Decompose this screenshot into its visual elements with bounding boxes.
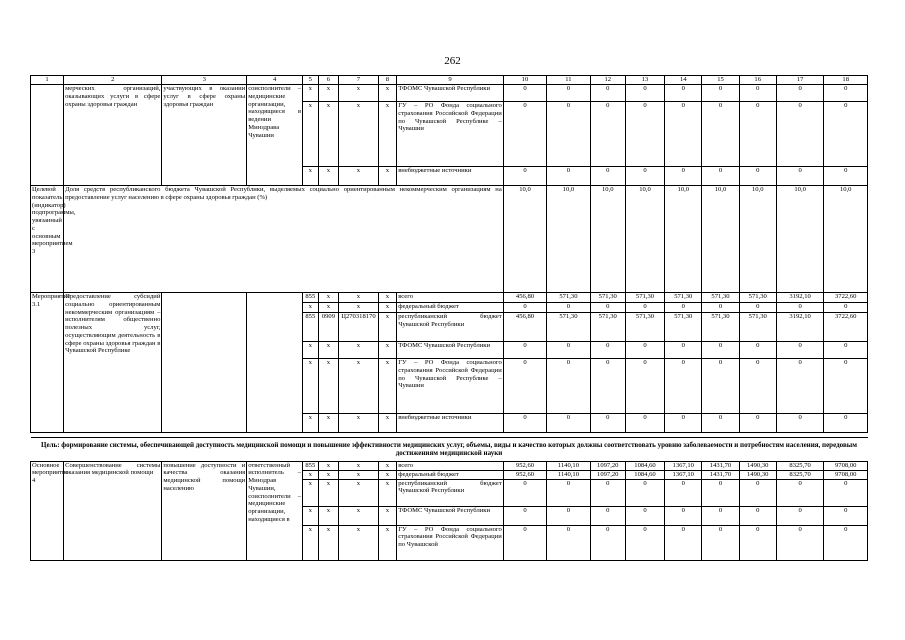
indicator-value: 10,0 [503,186,546,293]
column-number: 7 [339,76,378,85]
year-value: 0 [625,102,664,167]
year-value: 0 [665,342,702,359]
year-value: 0 [824,479,868,506]
year-value: 0 [739,479,776,506]
year-value: 0 [665,479,702,506]
column-number: 9 [397,76,504,85]
year-value: 0 [503,342,546,359]
year-value: 1097,20 [590,461,625,470]
year-value: 0 [590,342,625,359]
year-value: 0 [665,359,702,414]
measure-label: Мероприятие 3.1 [31,293,64,433]
code-section: 0909 [318,313,339,342]
year-value: 0 [590,303,625,313]
funding-source: федеральный бюджет [397,470,504,479]
goal-row [31,438,868,462]
year-value: 0 [739,85,776,102]
year-value: 0 [739,414,776,433]
year-value: 456,80 [503,293,546,303]
year-value: 0 [702,303,739,313]
year-value: 571,30 [547,313,590,342]
indicator-value: 10,0 [776,186,824,293]
indicator-value: 10,0 [739,186,776,293]
code-grbs: 855 [303,461,319,470]
code-grbs: x [303,414,319,433]
year-value: 0 [547,525,590,560]
column-number: 11 [547,76,590,85]
code-expense: x [378,102,397,167]
year-value: 952,60 [503,470,546,479]
code-expense: x [378,506,397,525]
measure-name: Предоставление субсидий социально ориентированным некоммерческим организациям – исполнителям общественно полезных услуг, осуществляющим деятельность в сфере охраны здоровья граждан в Чувашской Республике [64,293,162,433]
year-value: 0 [824,506,868,525]
funding-source: республиканский бюджет Чувашской Республики [397,313,504,342]
year-value: 0 [590,479,625,506]
year-value: 1084,60 [625,470,664,479]
year-value: 0 [590,85,625,102]
funding-source: ГУ – РО Фонда социального страхования Российской Федерации по Чувашской Республике – Чувашии [397,359,504,414]
year-value: 1097,20 [590,470,625,479]
year-value: 3722,60 [824,313,868,342]
column-number: 13 [625,76,664,85]
code-section: x [318,461,339,470]
executor: ответственный исполнитель – Минздрав Чувашии, соисполнители – медицинские организации, находящиеся в [247,461,303,560]
table-row [31,461,868,470]
year-value: 0 [625,359,664,414]
year-value: 0 [625,167,664,186]
year-value: 0 [776,303,824,313]
code-section: x [318,303,339,313]
year-value: 0 [824,303,868,313]
table-row [31,293,868,303]
page-number: 262 [444,55,461,67]
code-expense: x [378,525,397,560]
code-expense: x [378,167,397,186]
year-value: 0 [503,525,546,560]
year-value: 9708,00 [824,461,868,470]
year-value: 0 [503,102,546,167]
measure-name: мерческих организаций, оказывающих услуги в сфере охраны здоровья граждан [64,85,162,186]
year-value: 0 [625,414,664,433]
code-section: x [318,525,339,560]
year-value: 0 [547,359,590,414]
year-value: 571,30 [665,313,702,342]
indicator-row [31,186,868,293]
year-value: 1367,10 [665,461,702,470]
year-value: 0 [665,167,702,186]
code-grbs: x [303,359,319,414]
year-value: 0 [739,525,776,560]
column-number: 8 [378,76,397,85]
year-value: 0 [503,85,546,102]
code-target: x [339,506,378,525]
indicator-label: Целевой показатель (индикатор) подпрограммы, увязанный с основным мероприятием 3 [31,186,64,293]
main-measure-label: Основное мероприятие 4 [31,461,64,560]
year-value: 571,30 [625,313,664,342]
table-row [31,85,868,102]
year-value: 8325,70 [776,461,824,470]
year-value: 1084,60 [625,461,664,470]
year-value: 571,30 [590,313,625,342]
year-value: 1431,70 [702,470,739,479]
column-number: 10 [503,76,546,85]
column-number: 4 [247,76,303,85]
year-value: 1431,70 [702,461,739,470]
funding-source: всего [397,461,504,470]
column-number: 5 [303,76,319,85]
code-grbs: x [303,167,319,186]
year-value: 571,30 [590,293,625,303]
column-number: 6 [318,76,339,85]
code-target: x [339,479,378,506]
code-grbs: x [303,470,319,479]
funding-source: внебюджетные источники [397,167,504,186]
expected-result: повышение доступности и качества оказания медицинской помощи населению [162,461,247,560]
year-value: 0 [665,506,702,525]
code-grbs: x [303,479,319,506]
year-value: 0 [547,479,590,506]
column-number: 16 [739,76,776,85]
funding-source: ГУ – РО Фонда социального страхования Российской Федерации по Чувашской [397,525,504,560]
code-target: x [339,461,378,470]
column-number: 12 [590,76,625,85]
column-number: 1 [31,76,64,85]
column-number: 14 [665,76,702,85]
year-value: 0 [590,525,625,560]
code-target: x [339,470,378,479]
funding-source: ГУ – РО Фонда социального страхования Российской Федерации по Чувашской Республике – Чувашии [397,102,504,167]
indicator-value: 10,0 [665,186,702,293]
code-expense: x [378,85,397,102]
year-value: 571,30 [665,293,702,303]
code-section: x [318,293,339,303]
year-value: 0 [824,359,868,414]
year-value: 0 [824,414,868,433]
year-value: 0 [547,167,590,186]
year-value: 1490,30 [739,470,776,479]
executor: соисполнители – медицинские организации, находящиеся в ведении Минздрава Чувашии [247,85,303,186]
funding-source: республиканский бюджет Чувашской Республики [397,479,504,506]
year-value: 0 [739,359,776,414]
year-value: 0 [665,102,702,167]
code-grbs: x [303,85,319,102]
year-value: 0 [824,525,868,560]
empty-cell [162,293,247,433]
year-value: 0 [625,303,664,313]
code-target: x [339,85,378,102]
code-expense: x [378,313,397,342]
funding-source: ТФОМС Чувашской Республики [397,506,504,525]
program-table [30,75,868,561]
funding-source: внебюджетные источники [397,414,504,433]
year-value: 0 [625,479,664,506]
goal-heading: Цель: формирование системы, обеспечивающей доступность медицинской помощи и повышение эффективности медицинских услуг, объемы, виды и качество которых должны соответствовать уровню заболеваемости и потребностям населения, передовым достижениям медицинской науки [31,438,868,462]
year-value: 0 [776,414,824,433]
code-expense: x [378,470,397,479]
year-value: 0 [547,506,590,525]
year-value: 571,30 [547,293,590,303]
year-value: 0 [590,167,625,186]
table-body [31,76,868,561]
year-value: 0 [547,342,590,359]
indicator-value: 10,0 [547,186,590,293]
year-value: 0 [702,414,739,433]
code-grbs: x [303,342,319,359]
year-value: 1140,10 [547,470,590,479]
year-value: 0 [702,85,739,102]
year-value: 0 [665,303,702,313]
year-value: 0 [547,102,590,167]
code-section: x [318,506,339,525]
main-measure-name: Совершенствование системы оказания медицинской помощи [64,461,162,560]
year-value: 0 [702,359,739,414]
year-value: 3192,10 [776,293,824,303]
code-section: x [318,85,339,102]
code-target: x [339,414,378,433]
code-target: x [339,359,378,414]
year-value: 571,30 [739,313,776,342]
year-value: 0 [503,506,546,525]
year-value: 0 [776,506,824,525]
year-value: 0 [547,85,590,102]
code-target: x [339,342,378,359]
year-value: 0 [776,85,824,102]
year-value: 0 [625,342,664,359]
year-value: 0 [776,102,824,167]
code-grbs: x [303,102,319,167]
code-section: x [318,102,339,167]
year-value: 0 [702,479,739,506]
funding-source: федеральный бюджет [397,303,504,313]
code-target: x [339,303,378,313]
empty-cell [31,85,64,186]
code-expense: x [378,414,397,433]
indicator-value: 10,0 [590,186,625,293]
year-value: 0 [547,303,590,313]
code-grbs: 855 [303,293,319,303]
year-value: 8325,70 [776,470,824,479]
year-value: 0 [702,506,739,525]
year-value: 0 [547,414,590,433]
year-value: 0 [503,303,546,313]
year-value: 0 [824,102,868,167]
code-target: x [339,167,378,186]
year-value: 0 [702,167,739,186]
expected-result: участвующих в оказании услуг в сфере охраны здоровья граждан [162,85,247,186]
code-expense: x [378,461,397,470]
year-value: 456,80 [503,313,546,342]
indicator-value: 10,0 [824,186,868,293]
code-target: x [339,102,378,167]
year-value: 0 [776,479,824,506]
year-value: 1140,10 [547,461,590,470]
code-expense: x [378,342,397,359]
year-value: 0 [503,167,546,186]
year-value: 9708,00 [824,470,868,479]
year-value: 0 [625,506,664,525]
year-value: 0 [824,342,868,359]
indicator-text: Доля средств республиканского бюджета Чувашской Республики, выделяемых социально ориентированным некоммерческим организациям на предоставление услуг населению в сфере охраны здоровья граждан (%) [64,186,504,293]
column-number: 2 [64,76,162,85]
year-value: 0 [739,506,776,525]
code-section: x [318,359,339,414]
code-target: x [339,293,378,303]
code-grbs: x [303,525,319,560]
year-value: 0 [590,506,625,525]
funding-source: ТФОМС Чувашской Республики [397,85,504,102]
year-value: 0 [665,414,702,433]
year-value: 0 [665,525,702,560]
code-target: Ц270318170 [339,313,378,342]
column-number: 18 [824,76,868,85]
year-value: 952,60 [503,461,546,470]
year-value: 0 [776,525,824,560]
year-value: 0 [590,359,625,414]
code-expense: x [378,359,397,414]
indicator-value: 10,0 [625,186,664,293]
year-value: 0 [665,85,702,102]
year-value: 0 [702,525,739,560]
year-value: 0 [739,167,776,186]
year-value: 571,30 [702,293,739,303]
year-value: 0 [702,342,739,359]
year-value: 0 [625,525,664,560]
year-value: 0 [590,102,625,167]
column-number-row [31,76,868,85]
year-value: 3192,10 [776,313,824,342]
column-number: 17 [776,76,824,85]
year-value: 0 [503,359,546,414]
year-value: 0 [776,359,824,414]
code-grbs: x [303,506,319,525]
year-value: 0 [590,414,625,433]
year-value: 0 [739,342,776,359]
year-value: 0 [776,342,824,359]
year-value: 0 [824,85,868,102]
year-value: 0 [702,102,739,167]
column-number: 15 [702,76,739,85]
code-grbs: x [303,303,319,313]
year-value: 571,30 [625,293,664,303]
year-value: 1490,30 [739,461,776,470]
code-section: x [318,414,339,433]
code-grbs: 855 [303,313,319,342]
year-value: 0 [625,85,664,102]
code-section: x [318,479,339,506]
year-value: 0 [776,167,824,186]
year-value: 0 [503,414,546,433]
empty-cell [247,293,303,433]
funding-source: ТФОМС Чувашской Республики [397,342,504,359]
year-value: 3722,60 [824,293,868,303]
column-number: 3 [162,76,247,85]
code-expense: x [378,479,397,506]
year-value: 571,30 [702,313,739,342]
year-value: 0 [824,167,868,186]
code-target: x [339,525,378,560]
code-expense: x [378,303,397,313]
indicator-value: 10,0 [702,186,739,293]
year-value: 0 [739,303,776,313]
code-section: x [318,470,339,479]
funding-source: всего [397,293,504,303]
code-expense: x [378,293,397,303]
code-section: x [318,167,339,186]
year-value: 1367,10 [665,470,702,479]
year-value: 571,30 [739,293,776,303]
year-value: 0 [739,102,776,167]
code-section: x [318,342,339,359]
year-value: 0 [503,479,546,506]
